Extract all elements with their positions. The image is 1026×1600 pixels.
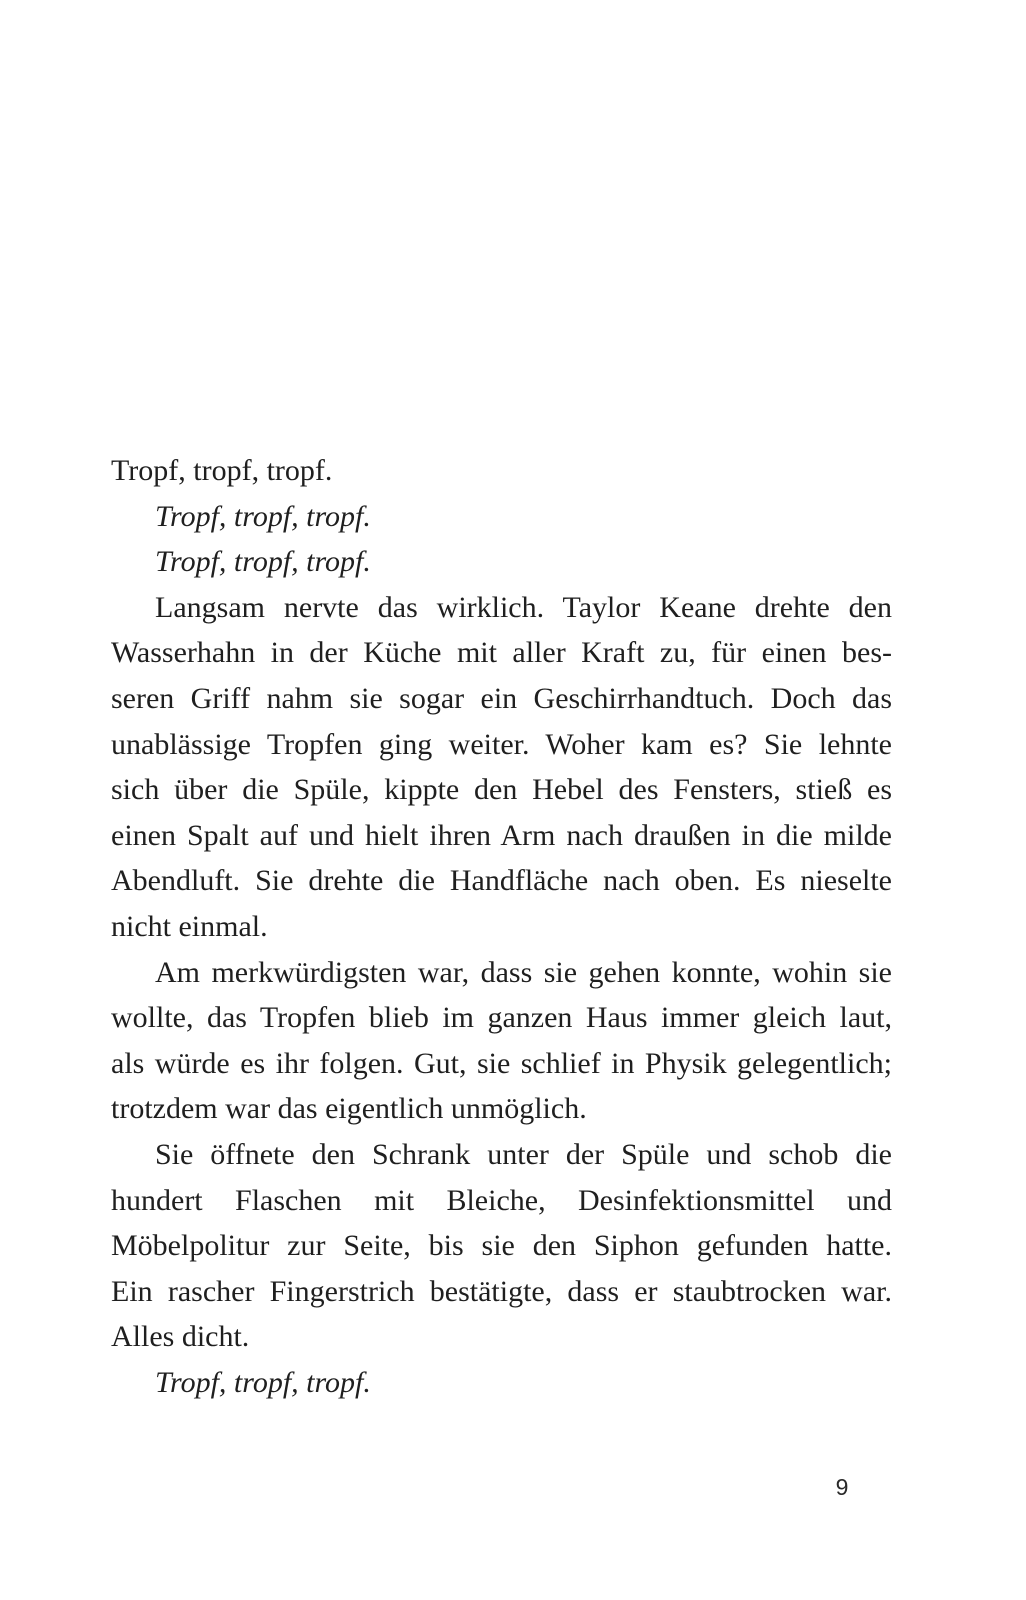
text-line: Wasserhahn in der Küche mit aller Kraft zu, für einen bes- (111, 636, 892, 670)
text-line: Am merkwürdigsten war, dass sie gehen konnte, wohin sie (155, 955, 892, 989)
text-line: wollte, das Tropfen blieb im ganzen Haus immer gleich laut, (111, 1001, 892, 1035)
text-line: Möbelpolitur zur Seite, bis sie den Siphon gefunden hatte. (111, 1229, 892, 1263)
text-line: hundert Flaschen mit Bleiche, Desinfektionsmittel und (111, 1183, 892, 1217)
text-line-italic: Tropf, tropf, tropf. (155, 1365, 371, 1399)
text-line: als würde es ihr folgen. Gut, sie schlief in Physik gelegentlich; (111, 1046, 892, 1080)
text-line: Ein rascher Fingerstrich bestätigte, dass er staubtrocken war. (111, 1274, 892, 1308)
page-number: 9 (835, 1474, 849, 1500)
text-line: nicht einmal. (111, 909, 268, 943)
text-line: einen Spalt auf und hielt ihren Arm nach draußen in die milde (111, 818, 892, 852)
text-line: sich über die Spüle, kippte den Hebel des Fensters, stieß es (111, 773, 892, 807)
text-line: trotzdem war das eigentlich unmöglich. (111, 1092, 587, 1126)
text-line: Langsam nervte das wirklich. Taylor Keane drehte den (155, 590, 892, 624)
text-line: unablässige Tropfen ging weiter. Woher kam es? Sie lehnte (111, 727, 892, 761)
text-line: seren Griff nahm sie sogar ein Geschirrhandtuch. Doch das (111, 681, 892, 715)
text-line: Tropf, tropf, tropf. (111, 454, 333, 487)
text-line: Alles dicht. (111, 1320, 250, 1354)
text-line: Sie öffnete den Schrank unter der Spüle und schob die (155, 1137, 892, 1171)
text-line-italic: Tropf, tropf, tropf. (155, 545, 371, 579)
body-text (111, 448, 892, 1405)
text-line-italic: Tropf, tropf, tropf. (155, 499, 371, 533)
text-line: Abendluft. Sie drehte die Handfläche nach oben. Es nieselte (111, 864, 892, 898)
